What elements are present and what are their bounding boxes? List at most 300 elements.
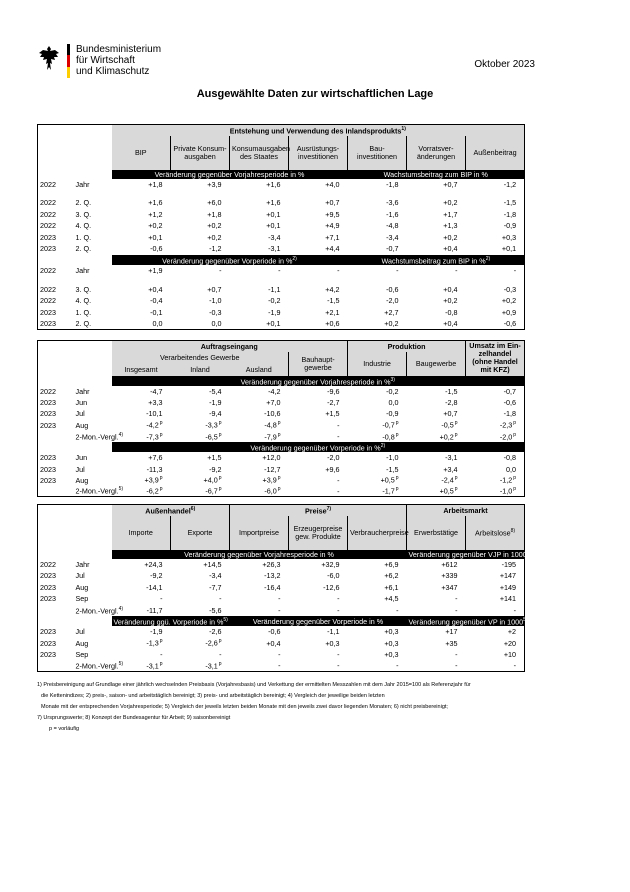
table-row: [38, 386, 525, 397]
table-cell: +4,5: [384, 594, 399, 604]
table-cell: +10: [466, 649, 525, 660]
row-period: Jul: [75, 571, 85, 581]
table-orders-production: [37, 340, 525, 497]
table-row: [38, 570, 525, 582]
column-header: Private Konsum-ausgaben: [171, 136, 230, 170]
table-cell: -: [455, 605, 458, 615]
table-cell: -1,8: [466, 408, 525, 419]
table-cell: +0,3: [325, 638, 340, 648]
table-cell: -1,9: [150, 627, 163, 637]
table-cell: -: [278, 605, 281, 615]
table-cell: -12,7: [264, 464, 281, 474]
german-flag-stripe: [67, 44, 70, 78]
table-cell: +3,3: [148, 398, 163, 408]
table-cell: +20: [466, 638, 525, 649]
table-cell: -: [289, 486, 348, 497]
table-cell: -7,7: [209, 582, 222, 592]
column-header: Baugewerbe: [407, 352, 466, 376]
table-cell: +2,1: [325, 307, 340, 317]
table-cell: +0,4: [148, 284, 163, 294]
table-group-header: Preise$^{7)}$: [230, 505, 407, 516]
table-cell: -2,6: [209, 627, 222, 637]
table-row: [38, 452, 525, 463]
table-cell: -3,3$^p$: [205, 420, 222, 430]
table-cell: +0,7: [443, 179, 458, 189]
bar-header: Veränderung gegenüber Vorperiode in %$^{2)}$: [112, 255, 348, 265]
table-cell: -16,4: [264, 582, 281, 592]
table-cell: -0,7$^p$: [382, 420, 399, 430]
table-cell: -1,9: [268, 307, 281, 317]
row-year: 2023: [38, 232, 74, 244]
table-cell: -7,3$^p$: [146, 431, 163, 441]
table-cell: +7,0: [266, 398, 281, 408]
table-row: [38, 243, 525, 255]
table-cell: -: [219, 594, 222, 604]
table-row: [38, 220, 525, 232]
row-period: 3. Q.: [75, 284, 92, 294]
row-period: Jul: [75, 464, 85, 474]
table-cell: -1,3$^p$: [146, 638, 163, 648]
row-year: 2023: [38, 638, 74, 649]
table-cell: -0,6: [466, 318, 525, 330]
table-cell: -: [466, 660, 525, 671]
table-cell: -1,9: [209, 398, 222, 408]
row-period: 1. Q.: [75, 307, 92, 317]
table-cell: -10,6: [264, 409, 281, 419]
table-cell: +0,1: [266, 221, 281, 231]
table-cell: +9,5: [325, 209, 340, 219]
table-cell: +0,1: [266, 209, 281, 219]
table-cell: -2,0: [327, 453, 340, 463]
table-cell: -2,0$^p$: [466, 431, 525, 442]
table-cell: -2,3$^p$: [466, 419, 525, 430]
table-cell: -6,7$^p$: [171, 486, 230, 497]
table-cell: -2,6$^p$: [205, 638, 222, 648]
table-cell: +141: [466, 593, 525, 605]
table-row: [38, 463, 525, 474]
bar-header: Veränderung gegenüber Vorjahresperiode in %: [112, 170, 348, 179]
table-cell: 0,0: [171, 318, 230, 330]
table-cell: +612: [441, 559, 458, 569]
table-cell: $+3,9^p$: [262, 475, 281, 485]
federal-eagle-icon: [37, 44, 61, 74]
table-cell: -1,1: [327, 627, 340, 637]
table-row: [38, 408, 525, 419]
table-cell: -0,3: [209, 307, 222, 317]
row-year: 2022: [38, 386, 74, 397]
table-cell: 0,0: [388, 398, 399, 408]
table-cell: +339: [441, 571, 458, 581]
table-cell: -0,7: [386, 244, 399, 254]
table-cell: -1,5: [386, 464, 399, 474]
table-row: [38, 626, 525, 637]
table-cell: +0,4: [407, 318, 466, 330]
table-cell: +0,3: [384, 638, 399, 648]
row-year: 2022: [38, 283, 74, 295]
table-cell: +147: [466, 570, 525, 582]
bar-header: Veränderung gegenüber Vorjahresperiode in %: [112, 550, 407, 559]
table-cell: +3,9: [207, 179, 222, 189]
table-cell: -3,1: [268, 244, 281, 254]
table-cell: +2,7: [384, 307, 399, 317]
column-header: BIP: [112, 136, 171, 170]
table-row: [38, 232, 525, 244]
table-row: [38, 605, 525, 617]
table-row: [38, 475, 525, 486]
column-header: Insgesamt: [112, 363, 171, 376]
table-cell: $+3,9^p$: [144, 475, 163, 485]
table-cell: -: [407, 660, 466, 671]
table-cell: +0,1: [148, 232, 163, 242]
table-cell: -: [466, 265, 525, 277]
row-year: 2023: [38, 475, 74, 486]
column-header: Industrie: [348, 352, 407, 376]
table-row: [38, 593, 525, 605]
table-row: [38, 649, 525, 660]
table-row: [38, 306, 525, 318]
table-cell: -1,5: [466, 197, 525, 209]
table-row: [38, 209, 525, 221]
row-year: 2023: [38, 318, 74, 330]
row-year: 2023: [38, 626, 74, 637]
table-cell: -: [455, 594, 458, 604]
table-cell: -13,2: [264, 571, 281, 581]
table-cell: -: [278, 266, 281, 276]
row-year: 2023: [38, 570, 74, 582]
row-year: [38, 431, 74, 442]
row-year: 2023: [38, 306, 74, 318]
table-cell: -: [230, 660, 289, 671]
table-cell: -1,2: [209, 244, 222, 254]
table-cell: +1,6: [266, 179, 281, 189]
footnotes: 1) Preisbereinigung auf Grundlage einer jährlich wechselnden Preisbasis (Vorjahresbasis) und Verkettung der ermittelten Messzahlen mit dem Jahr 2015=100 als Referenzjahr für die Kettenindizes; 2) preis-, saison- und arbeitstäglich bereinigt; 3) preis- und arbeitstäglich bereinigt; 4) Vergleich der jeweilige beiden letzten Monate mit der entsprechenden Vorjahresperiode; 5) Vergleich der jeweils letzten beiden Monate mit den jeweils zwei davor liegenden Monaten; 6) nicht preisbereinigt; 7) Ursprungswerte; 8) Konzept der Bundesagentur für Arbeit; 9) saisonbereinigt p = vorläufig: [37, 682, 471, 732]
table-cell: -1,1: [268, 284, 281, 294]
row-period: Jun: [75, 453, 88, 463]
table-row: [38, 559, 525, 571]
table-cell: +32,9: [321, 559, 340, 569]
table-cell: -2,4$^p$: [441, 475, 458, 485]
table-cell: +0,2: [443, 198, 458, 208]
table-row: [38, 283, 525, 295]
page-title: Ausgewählte Daten zur wirtschaftlichen Lage: [196, 88, 434, 100]
column-header: Arbeitslose$^{8)}$: [466, 516, 525, 550]
row-period: Jahr: [75, 266, 90, 276]
table-cell: -0,7: [466, 386, 525, 397]
table-cell: -6,2$^p$: [112, 486, 171, 497]
table-cell: +0,2: [466, 295, 525, 307]
row-year: 2022: [38, 295, 74, 307]
table-cell: -2,7: [327, 398, 340, 408]
row-year: [38, 486, 74, 497]
table-cell: -2,0: [386, 296, 399, 306]
table-cell: -1,0: [209, 296, 222, 306]
table-cell: -: [337, 594, 340, 604]
table-cell: +347: [441, 582, 458, 592]
table-cell: +0,2: [443, 296, 458, 306]
row-period: Jul: [75, 627, 85, 637]
column-header: Importpreise: [230, 516, 289, 550]
table-cell: -: [337, 475, 340, 485]
table-cell: -1,8: [466, 209, 525, 221]
row-year: 2022: [38, 220, 74, 232]
table-row: [38, 638, 525, 649]
table-cell: -4,2$^p$: [146, 420, 163, 430]
table-cell: -4,8$^p$: [264, 420, 281, 430]
table-row: [38, 179, 525, 191]
table-cell: -0,6: [268, 627, 281, 637]
bar-header: Wachstumsbeitrag zum BIP in %$^{2)}$: [348, 255, 525, 265]
table-cell: -: [337, 266, 340, 276]
table-cell: -2,8: [445, 398, 458, 408]
table-group-header: Entstehung und Verwendung des Inlandsprodukts$^{1)}$: [112, 125, 525, 136]
table-cell: +0,2: [207, 232, 222, 242]
table-cell: -0,8$^p$: [382, 431, 399, 441]
table-cell: -0,2: [386, 386, 399, 396]
table-cell: -11,3: [146, 464, 163, 474]
table-cell: -4,7: [150, 386, 163, 396]
row-year: 2022: [38, 559, 74, 571]
table-cell: +1,2: [148, 209, 163, 219]
row-year: 2023: [38, 419, 74, 430]
table-cell: -4,8: [386, 221, 399, 231]
bar-header: Veränderung gegenüber VP in 1000$^{5)}$: [408, 617, 528, 627]
table-cell: -1,6: [386, 209, 399, 219]
table-cell: +7,1: [325, 232, 340, 242]
bar-header: Wachstumsbeitrag zum BIP in %: [348, 170, 525, 179]
table-cell: -: [337, 605, 340, 615]
table-cell: +0,3: [384, 627, 399, 637]
table-cell: -0,6: [466, 397, 525, 408]
row-year: [38, 605, 74, 617]
table-cell: +6,0: [207, 198, 222, 208]
ministry-name: Bundesministerium für Wirtschaft und Klimaschutz: [76, 44, 162, 77]
row-period: 1. Q.: [75, 232, 92, 242]
table-cell: -1,5: [445, 386, 458, 396]
table-cell: -195: [466, 559, 525, 571]
row-period: 4. Q.: [75, 296, 92, 306]
table-cell: -: [348, 660, 407, 671]
table-cell: -0,9: [386, 409, 399, 419]
table-cell: -1,2: [466, 179, 525, 191]
row-year: 2023: [38, 582, 74, 594]
table-cell: -0,3: [466, 283, 525, 295]
column-header: Ausland: [230, 363, 289, 376]
table-cell: +4,0: [325, 179, 340, 189]
table-cell: -5,6: [209, 605, 222, 615]
row-period: Jul: [75, 409, 85, 419]
table-cell: -: [219, 649, 222, 659]
table-cell: +14,5: [203, 559, 222, 569]
table-cell: +0,4: [443, 284, 458, 294]
table-cell: -0,9: [466, 220, 525, 232]
table-cell: +1,3: [443, 221, 458, 231]
table-cell: -1,0: [386, 453, 399, 463]
row-period: Aug: [75, 475, 89, 485]
table-cell: +0,3: [466, 232, 525, 244]
row-year: 2022: [38, 209, 74, 221]
table-row: [38, 431, 525, 442]
row-period: 2. Q.: [75, 244, 92, 254]
table-cell: -: [396, 605, 399, 615]
row-year: 2023: [38, 408, 74, 419]
table-cell: +3,4: [443, 464, 458, 474]
table-row: [38, 318, 525, 330]
table-group-header: Arbeitsmarkt: [407, 505, 525, 516]
row-year: 2023: [38, 397, 74, 408]
row-year: 2023: [38, 649, 74, 660]
table-cell: +9,6: [325, 464, 340, 474]
table-cell: -6,0$^p$: [230, 486, 289, 497]
row-year: 2023: [38, 452, 74, 463]
table-cell: +1,5: [207, 453, 222, 463]
table-cell: +0,2: [148, 221, 163, 231]
column-header: Verbraucherpreise: [348, 516, 407, 550]
table-cell: -0,5$^p$: [441, 420, 458, 430]
table-cell: +0,4: [443, 244, 458, 254]
table-cell: -: [278, 594, 281, 604]
row-period: Aug: [75, 582, 89, 592]
column-header: Inland: [171, 363, 230, 376]
table-cell: -9,2: [209, 464, 222, 474]
table-cell: 0,0: [466, 463, 525, 474]
table-cell: -: [278, 649, 281, 659]
table-cell: -14,1: [146, 582, 163, 592]
table-cell: +4,4: [325, 244, 340, 254]
table-cell: -4,2: [268, 386, 281, 396]
table-cell: -: [455, 649, 458, 659]
table-cell: -: [289, 660, 348, 671]
table-cell: -3,1$^p$: [171, 660, 230, 671]
row-period: 2-Mon.-Vergl.$^{5)}$: [75, 486, 124, 496]
column-header: Vorratsver-änderungen: [407, 136, 466, 170]
table-group-header: Auftragseingang: [112, 341, 348, 352]
table-cell: -0,8: [466, 452, 525, 463]
table-cell: +0,1: [230, 318, 289, 330]
table-cell: -: [219, 266, 222, 276]
row-period: Aug: [75, 420, 89, 430]
table-row: [38, 295, 525, 307]
table-cell: +0,2: [443, 232, 458, 242]
table-trade-prices-labour: [37, 504, 528, 672]
row-period: Sep: [75, 594, 89, 604]
table-cell: -0,4: [150, 296, 163, 306]
column-header: Exporte: [171, 516, 230, 550]
table-gdp: [37, 124, 525, 330]
table-cell: -9,4: [209, 409, 222, 419]
table-cell: -0,1: [150, 307, 163, 317]
bar-header: Veränderung gegenüber Vorperiode in %$^{2)}$: [112, 442, 525, 452]
table-cell: +6,9: [384, 559, 399, 569]
table-row: [38, 660, 525, 671]
table-cell: +35: [445, 638, 458, 648]
row-period: 2-Mon.-Vergl.$^{4)}$: [75, 431, 124, 441]
table-cell: -1,7$^p$: [348, 486, 407, 497]
table-cell: -: [396, 266, 399, 276]
row-period: 2-Mon.-Vergl.$^{4)}$: [75, 605, 124, 615]
table-cell: +6,2: [384, 571, 399, 581]
table-cell: -12,6: [323, 582, 340, 592]
column-header: Erzeugerpreise gew. Produkte: [289, 516, 348, 550]
table-cell: +0,4: [266, 638, 281, 648]
table-cell: -0,6: [150, 244, 163, 254]
table-cell: +1,9: [148, 266, 163, 276]
table-cell: +0,2: [207, 221, 222, 231]
table-cell: -: [337, 431, 340, 441]
column-header: Bauhaupt-gewerbe: [289, 352, 348, 376]
bar-header: Veränderung ggü. Vorperiode in %$^{5)}$: [113, 617, 228, 627]
table-row: [38, 419, 525, 430]
table-cell: +4,2: [325, 284, 340, 294]
table-cell: +24,3: [144, 559, 163, 569]
row-year: 2023: [38, 463, 74, 474]
table-cell: +0,3: [384, 649, 399, 659]
table-cell: +1,8: [148, 179, 163, 189]
table-cell: -: [466, 605, 525, 617]
ministry-logo: [37, 44, 161, 78]
table-cell: +12,0: [262, 453, 281, 463]
table-cell: -11,7: [146, 605, 163, 615]
table-cell: $+0,5^p$: [407, 486, 466, 497]
table-row: [38, 197, 525, 209]
table-cell: -3,1: [445, 453, 458, 463]
table-cell: -3,4: [386, 232, 399, 242]
table-cell: 0,0: [112, 318, 171, 330]
table-cell: +6,1: [384, 582, 399, 592]
table-cell: -1,0$^p$: [466, 486, 525, 497]
table-cell: -0,6: [386, 284, 399, 294]
report-date: Oktober 2023: [474, 59, 535, 70]
table-cell: +4,9: [325, 221, 340, 231]
row-year: 2022: [38, 197, 74, 209]
table-cell: -10,1: [146, 409, 163, 419]
table-cell: -1,5: [327, 296, 340, 306]
table-cell: $+0,2^p$: [439, 431, 458, 441]
row-year: 2022: [38, 179, 74, 191]
table-cell: +2: [466, 626, 525, 637]
table-cell: +1,5: [325, 409, 340, 419]
table-cell: +149: [466, 582, 525, 594]
table-cell: -: [160, 649, 163, 659]
table-cell: -3,4: [209, 571, 222, 581]
table-cell: +0,7: [207, 284, 222, 294]
row-period: Jun: [75, 398, 88, 408]
table-cell: +7,6: [148, 453, 163, 463]
table-cell: -9,6: [327, 386, 340, 396]
table-cell: -1,8: [386, 179, 399, 189]
table-cell: -3,6: [386, 198, 399, 208]
row-period: 2. Q.: [75, 198, 92, 208]
column-header: Importe: [112, 516, 171, 550]
column-header: Konsumausgaben des Staates: [230, 136, 289, 170]
table-cell: -: [160, 594, 163, 604]
table-row: [38, 397, 525, 408]
table-cell: -: [455, 266, 458, 276]
row-period: 4. Q.: [75, 221, 92, 231]
table-row: [38, 486, 525, 497]
table-cell: +1,6: [148, 198, 163, 208]
table-cell: -1,2$^p$: [466, 475, 525, 486]
column-header: Verarbeitendes Gewerbe: [112, 352, 289, 363]
table-cell: $+0,5^p$: [380, 475, 399, 485]
row-period: Jahr: [75, 386, 90, 396]
table-cell: +17: [445, 627, 458, 637]
column-header: Bau-investitionen: [348, 136, 407, 170]
column-header: Erwerbstätige: [407, 516, 466, 550]
row-period: Jahr: [75, 559, 90, 569]
table-cell: -3,1$^p$: [112, 660, 171, 671]
table-cell: +0,2: [348, 318, 407, 330]
column-header: Außenbeitrag: [466, 136, 525, 170]
